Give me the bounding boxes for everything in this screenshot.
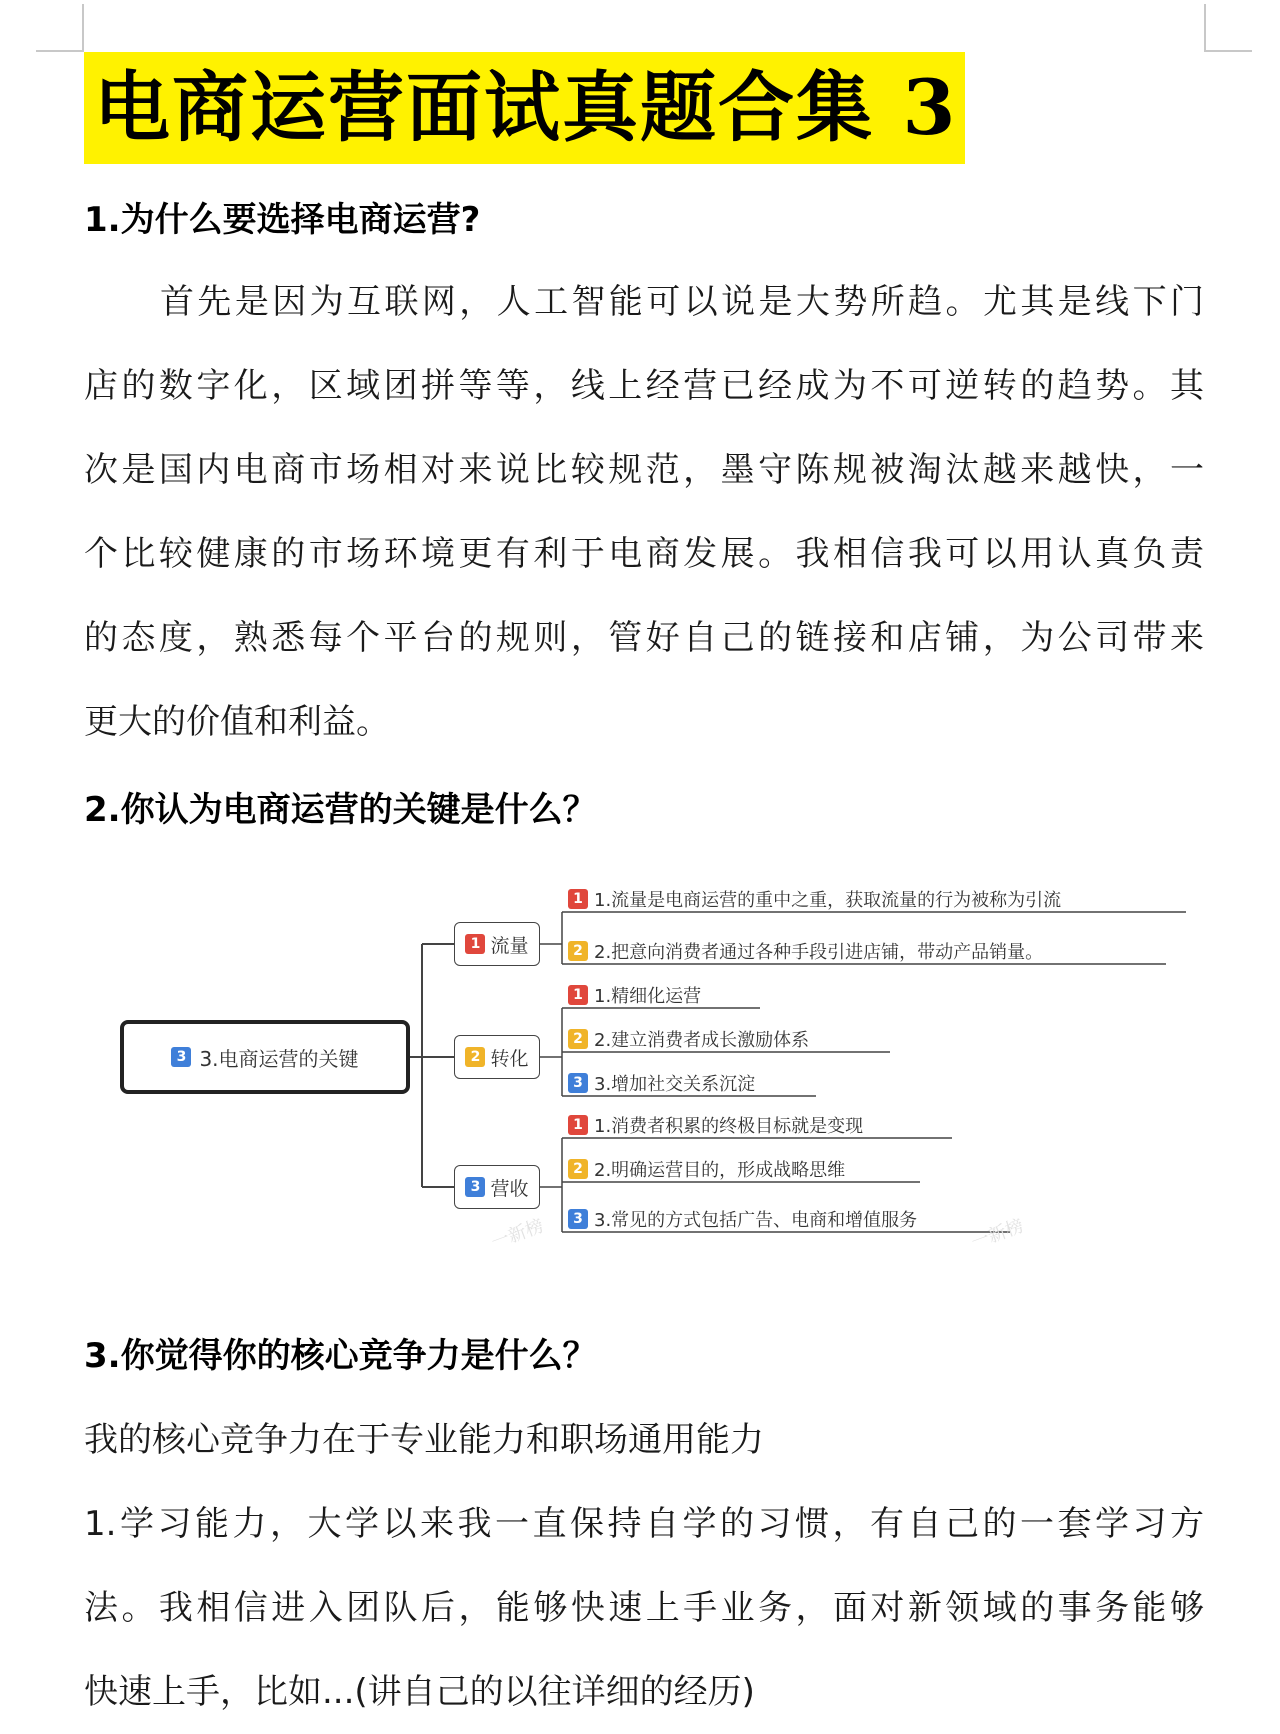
- leaf-label: 2.建立消费者成长激励体系: [594, 1030, 810, 1051]
- priority-badge: 1: [568, 889, 588, 909]
- leaf-label: 1.精细化运营: [594, 986, 702, 1007]
- leaf-label: 3.增加社交关系沉淀: [594, 1074, 756, 1095]
- connector: [540, 1138, 562, 1232]
- priority-badge: 2: [568, 941, 588, 961]
- answer-line: 1.学习能力，大学以来我一直保持自学的习惯，有自己的一套学习方: [84, 1504, 1204, 1544]
- priority-badge: 1: [568, 1115, 588, 1135]
- question-3-heading: 3.你觉得你的核心竞争力是什么？: [84, 1336, 597, 1376]
- branch-revenue: [454, 1165, 540, 1209]
- question-1-heading: 1.为什么要选择电商运营?: [84, 200, 481, 240]
- leaf-node: [568, 886, 1061, 912]
- answer-line: 次是国内电商市场相对来说比较规范，墨守陈规被淘汰越来越快，一: [84, 450, 1204, 490]
- watermark: 一新榜: [488, 1215, 547, 1254]
- question-2-heading: 2.你认为电商运营的关键是什么？: [84, 790, 597, 830]
- priority-badge: 3: [568, 1073, 588, 1093]
- leaf-node: [568, 1206, 917, 1232]
- leaf-label: 1.消费者积累的终极目标就是变现: [594, 1116, 864, 1137]
- priority-badge: 3: [568, 1209, 588, 1229]
- root-label: 3.电商运营的关键: [199, 1046, 359, 1071]
- branch-label: 营收: [490, 1177, 529, 1200]
- leaf-node: [568, 1070, 755, 1096]
- connector: [540, 1008, 562, 1096]
- watermark: 一新榜: [968, 1215, 1027, 1254]
- branch-label: 转化: [490, 1047, 529, 1070]
- leaf-label: 2.明确运营目的，形成战略思维: [594, 1160, 846, 1181]
- leaf-node: [568, 938, 1043, 964]
- branch-traffic: [454, 922, 540, 966]
- question-3-intro: 我的核心竞争力在于专业能力和职场通用能力: [84, 1420, 764, 1460]
- answer-line: 法。我相信进入团队后，能够快速上手业务，面对新领域的事务能够: [84, 1588, 1204, 1628]
- answer-line: 店的数字化，区域团拼等等，线上经营已经成为不可逆转的趋势。其: [84, 366, 1204, 406]
- leaf-node: [568, 1156, 845, 1182]
- leaf-node: [568, 982, 701, 1008]
- answer-line: 更大的价值和利益。: [84, 702, 390, 742]
- page-title: 电商运营面试真题合集 3: [84, 52, 965, 164]
- crop-mark-left-h: [36, 50, 84, 52]
- question-3-answer: [84, 1482, 1204, 1734]
- branch-conversion: [454, 1035, 540, 1079]
- leaf-node: [568, 1026, 809, 1052]
- leaf-label: 3.常见的方式包括广告、电商和增值服务: [594, 1210, 918, 1231]
- crop-mark-left-v: [82, 4, 84, 52]
- mind-map-root: [120, 1020, 410, 1094]
- leaf-label: 2.把意向消费者通过各种手段引进店铺，带动产品销量。: [594, 942, 1044, 963]
- priority-badge: 2: [465, 1047, 485, 1067]
- connector: [540, 912, 562, 964]
- crop-mark-right-h: [1204, 50, 1252, 52]
- priority-badge: 1: [568, 985, 588, 1005]
- branch-label: 流量: [490, 934, 529, 957]
- answer-line: 首先是因为互联网，人工智能可以说是大势所趋。尤其是线下门: [160, 282, 1204, 322]
- priority-badge: 2: [568, 1029, 588, 1049]
- question-1-answer: [84, 260, 1204, 764]
- priority-badge: 3: [465, 1177, 485, 1197]
- answer-line: 快速上手，比如...(讲自己的以往详细的经历): [84, 1672, 755, 1712]
- priority-badge: 1: [465, 934, 485, 954]
- leaf-node: [568, 1112, 863, 1138]
- priority-badge: 2: [568, 1159, 588, 1179]
- answer-line: 的态度，熟悉每个平台的规则，管好自己的链接和店铺，为公司带来: [84, 618, 1204, 658]
- priority-badge: 3: [171, 1047, 191, 1067]
- crop-mark-right-v: [1204, 4, 1206, 52]
- mind-map: [110, 860, 1190, 1260]
- leaf-label: 1.流量是电商运营的重中之重，获取流量的行为被称为引流: [594, 890, 1062, 911]
- answer-line: 个比较健康的市场环境更有利于电商发展。我相信我可以用认真负责: [84, 534, 1204, 574]
